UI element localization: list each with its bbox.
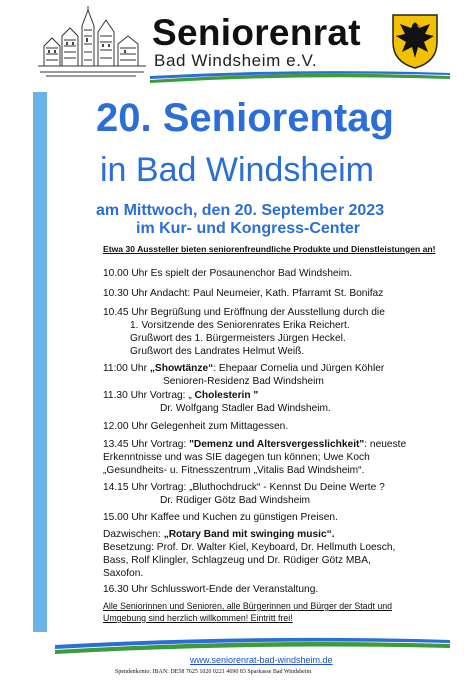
program-item-detail: Bass, Rolf Klingler, Schlagzeug und Dr. Rüdiger Götz MBA,: [103, 555, 371, 566]
closing-note: [103, 600, 443, 624]
program-highlight: „Showtänze“: [149, 363, 214, 374]
sidebar-stripe: [33, 92, 47, 632]
header-swoosh: [150, 70, 450, 84]
program-time: 11.30 Uhr Vortrag: „: [103, 390, 195, 401]
program-item: 14.15 Uhr Vortrag: „Bluthochdruck“ - Kennst Du Deine Werte ?: [103, 482, 385, 493]
org-name: Seniorenrat: [152, 12, 361, 53]
program-time: 11:00 Uhr: [103, 363, 150, 374]
header: [0, 0, 467, 88]
page-subtitle: in Bad Windsheim: [100, 151, 375, 189]
page-title: 20. Seniorentag: [96, 96, 394, 140]
program-item: 10.45 Uhr Begrüßung und Eröffnung der Ausstellung durch die: [103, 307, 385, 318]
eagle-crest-icon: [390, 12, 440, 70]
program-item: 10.30 Uhr Andacht: Paul Neumeier, Kath. Pfarramt St. Bonifaz: [103, 288, 384, 299]
program-text: : Ehepaar Cornelia und Jürgen Köhler: [213, 363, 385, 374]
program-text: : neueste: [364, 439, 407, 450]
program-highlight: "Demenz und Altersvergesslichkeit": [189, 439, 365, 450]
program-item-detail: Dr. Rüdiger Götz Bad Windsheim: [160, 495, 311, 506]
program-item-detail: Senioren-Residenz Bad Windsheim: [163, 376, 324, 387]
program-item-detail: Saxofon.: [103, 568, 144, 579]
program-item: [103, 362, 384, 375]
program-highlight: Cholesterin ": [194, 390, 259, 401]
program-time: 13.45 Uhr Vortrag:: [103, 439, 190, 450]
program-item-detail: „Gesundheits- u. Fitnesszentrum „Vitalis Bad Windsheim“.: [103, 465, 365, 476]
website-link[interactable]: www.seniorenrat-bad-windsheim.de: [190, 655, 333, 665]
closing-line: Umgebung sind herzlich willkommen! Eintritt frei!: [103, 613, 293, 623]
org-subtitle: Bad Windsheim e.V.: [154, 51, 318, 70]
program-item: [103, 389, 258, 402]
town-skyline-icon: [36, 6, 148, 78]
event-date: am Mittwoch, den 20. September 2023: [96, 202, 385, 219]
event-venue: im Kur- und Kongress-Center: [136, 220, 361, 237]
program-text: Dazwischen:: [103, 529, 164, 540]
program-item-detail: Grußwort des 1. Bürgermeisters Jürgen Heckel.: [130, 333, 346, 344]
closing-line: Alle Seniorinnen und Senioren, alle Bürgerinnen und Bürger der Stadt und: [103, 601, 393, 611]
bank-info: Spendenkonto: IBAN: DE58 7625 1020 0221 4690 83 Sparkasse Bad Windsheim: [115, 669, 312, 675]
program-item: 10.00 Uhr Es spielt der Posaunenchor Bad Windsheim.: [103, 268, 353, 279]
intro-text: Etwa 30 Aussteller bieten seniorenfreundliche Produkte und Dienstleistungen an!: [103, 244, 436, 254]
program-item-detail: 1. Vorsitzende des Seniorenrates Erika Reichert.: [130, 320, 350, 331]
program-item: 15.00 Uhr Kaffee und Kuchen zu günstigen Preisen.: [103, 512, 338, 523]
footer-swoosh: [55, 636, 450, 656]
program-item-detail: Erkenntnisse und was SIE dagegen tun können; Uwe Koch: [103, 452, 370, 463]
program-item-detail: Grußwort des Landrates Helmut Weiß.: [130, 346, 305, 357]
program-item-detail: Besetzung: Prof. Dr. Walter Kiel, Keyboard, Dr. Hellmuth Loesch,: [103, 542, 396, 553]
program-item: [103, 438, 406, 451]
program-item: 16.30 Uhr Schlusswort-Ende der Veranstaltung.: [103, 584, 319, 595]
program-item-detail: Dr. Wolfgang Stadler Bad Windsheim.: [160, 403, 331, 414]
program-item: 12.00 Uhr Gelegenheit zum Mittagessen.: [103, 421, 289, 432]
program-item: [103, 528, 335, 541]
program-highlight: „Rotary Band mit swinging music“.: [163, 529, 335, 540]
